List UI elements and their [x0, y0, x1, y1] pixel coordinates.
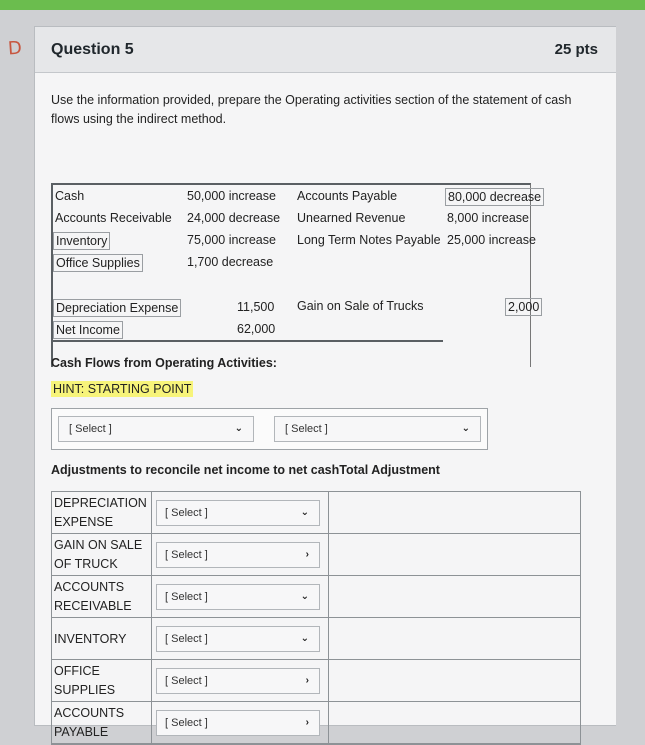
- adjustment-divider: [328, 534, 329, 575]
- chevron-right-icon: ›: [305, 675, 309, 686]
- info-table: [51, 183, 542, 367]
- adjustment-select-office-supplies[interactable]: [156, 668, 320, 694]
- adjustment-row-accounts-receivable: [52, 576, 580, 618]
- info-label-net-income: Net Income: [53, 321, 123, 339]
- adjustments-heading: Adjustments to reconcile net income to net cashTotal Adjustment: [51, 463, 440, 477]
- info-label-cash: Cash: [55, 189, 85, 203]
- info-label-unearned-revenue: Unearned Revenue: [297, 211, 406, 225]
- info-label-inventory: Inventory: [53, 232, 110, 250]
- adjustment-label: DEPRECIATION EXPENSE: [54, 496, 147, 529]
- adjustment-divider: [328, 702, 329, 743]
- info-label-depreciation: Depreciation Expense: [53, 299, 181, 317]
- chevron-right-icon: ›: [305, 549, 309, 560]
- hint-label: HINT: STARTING POINT: [53, 382, 192, 396]
- adjustment-row-accounts-payable: [52, 702, 580, 744]
- chevron-down-icon: ⌄: [300, 507, 309, 518]
- info-label-gain-on-sale: Gain on Sale of Trucks: [297, 299, 424, 313]
- question-prompt: Use the information provided, prepare the Operating activities section of the statement of cash flows using the indirect method.: [51, 93, 572, 126]
- adjustment-row-gain-on-sale: [52, 534, 580, 576]
- adjustment-select-accounts-receivable[interactable]: [156, 584, 320, 610]
- question-card: [34, 26, 616, 739]
- adjustment-label: ACCOUNTS PAYABLE: [54, 706, 125, 739]
- info-value-gain-on-sale: 2,000: [505, 298, 542, 316]
- question-header: [35, 27, 616, 73]
- starting-select-2-value: [ Select ]: [285, 423, 328, 435]
- adjustment-select-value: [ Select ]: [165, 507, 208, 519]
- chevron-down-icon: ⌄: [300, 591, 309, 602]
- info-label-long-term-notes: Long Term Notes Payable: [297, 233, 441, 247]
- starting-point-row: [51, 408, 488, 450]
- adjustment-select-value: [ Select ]: [165, 675, 208, 687]
- starting-select-1-value: [ Select ]: [69, 423, 112, 435]
- info-change-unearned-revenue: 8,000 increase: [447, 211, 530, 225]
- adjustment-divider: [328, 576, 329, 617]
- adjustment-select-gain-on-sale[interactable]: [156, 542, 320, 568]
- info-change-accounts-receivable: 24,000 decrease: [187, 211, 281, 225]
- info-value-net-income: 62,000: [237, 322, 276, 336]
- cash-flows-heading: Cash Flows from Operating Activities:: [51, 356, 277, 370]
- starting-select-2[interactable]: [274, 416, 481, 442]
- question-title: Question 5: [51, 40, 134, 58]
- info-change-long-term-notes: 25,000 increase: [447, 233, 536, 247]
- adjustment-row-inventory: [52, 618, 580, 660]
- adjustment-label: INVENTORY: [54, 632, 127, 646]
- info-label-accounts-payable: Accounts Payable: [297, 189, 398, 203]
- info-change-accounts-payable: 80,000 decrease: [445, 188, 544, 206]
- info-change-inventory: 75,000 increase: [187, 233, 276, 247]
- adjustment-label: GAIN ON SALE OF TRUCK: [54, 538, 143, 571]
- question-marker-icon: D: [7, 37, 23, 60]
- info-label-accounts-receivable: Accounts Receivable: [55, 211, 172, 225]
- adjustment-select-value: [ Select ]: [165, 633, 208, 645]
- info-label-office-supplies: Office Supplies: [53, 254, 143, 272]
- top-color-strip: [0, 0, 645, 10]
- adjustment-select-value: [ Select ]: [165, 591, 208, 603]
- starting-select-1[interactable]: [58, 416, 254, 442]
- adjustment-select-value: [ Select ]: [165, 717, 208, 729]
- adjustment-select-inventory[interactable]: [156, 626, 320, 652]
- adjustment-row-depreciation: [52, 492, 580, 534]
- info-change-cash: 50,000 increase: [187, 189, 276, 203]
- adjustment-label: ACCOUNTS RECEIVABLE: [54, 580, 132, 613]
- adjustment-divider: [328, 492, 329, 533]
- adjustment-row-office-supplies: [52, 660, 580, 702]
- chevron-right-icon: ›: [305, 717, 309, 728]
- chevron-down-icon: ⌄: [300, 633, 309, 644]
- chevron-down-icon: ⌄: [461, 423, 470, 434]
- adjustment-select-depreciation[interactable]: [156, 500, 320, 526]
- adjustment-select-accounts-payable[interactable]: [156, 710, 320, 736]
- info-table-underline: [51, 340, 443, 342]
- info-change-office-supplies: 1,700 decrease: [187, 255, 274, 269]
- info-value-depreciation: 11,500: [237, 300, 275, 314]
- adjustments-table: [51, 491, 581, 745]
- question-body: [35, 73, 616, 739]
- chevron-down-icon: ⌄: [234, 423, 243, 434]
- adjustment-label: OFFICE SUPPLIES: [54, 664, 116, 697]
- question-points: 25 pts: [554, 41, 598, 58]
- adjustment-divider: [328, 660, 329, 701]
- adjustment-select-value: [ Select ]: [165, 549, 208, 561]
- adjustment-divider: [328, 618, 329, 659]
